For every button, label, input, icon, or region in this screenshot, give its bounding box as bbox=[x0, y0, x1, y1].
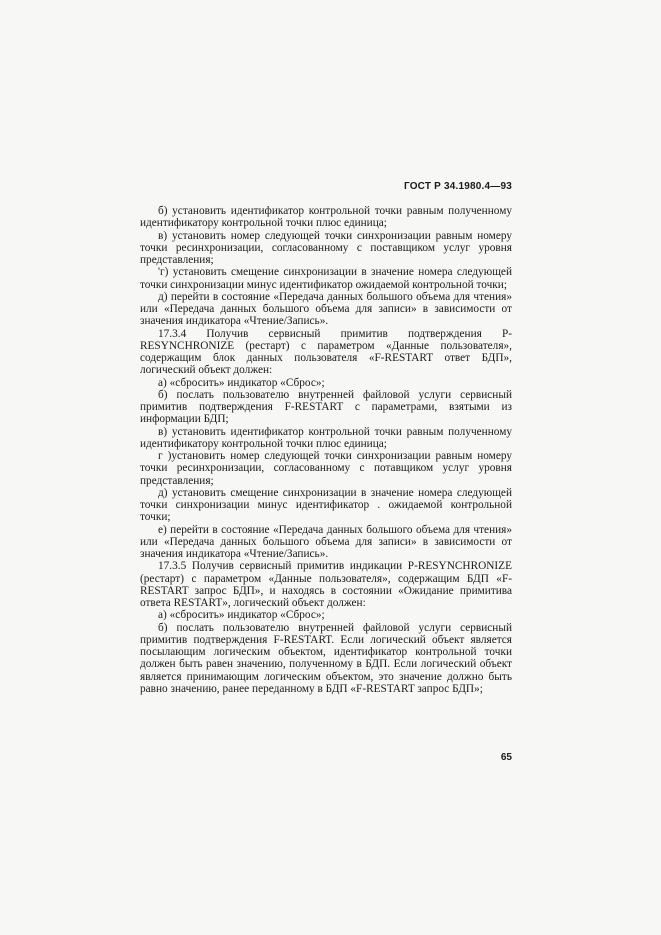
standard-header: ГОСТ Р 34.1980.4—93 bbox=[403, 181, 512, 192]
paragraph-e2: е) перейти в состояние «Передача данных большого объема для чтения» или «Передача данных большого объема для записи» в зависимости от значения индикатора «Чтение/Запись». bbox=[140, 523, 512, 560]
paragraph-v2: в) установить идентификатор контрольной точки равным полученному идентификатору контрольной точки плюс единица; bbox=[140, 425, 512, 450]
body-text bbox=[140, 205, 512, 695]
page-number: 65 bbox=[500, 752, 512, 763]
paragraph-b1: б) установить идентификатор контрольной точки равным полученному идентификатору контрольной точки плюс единица; bbox=[140, 205, 512, 230]
paragraph-v1: в) установить номер следующей точки синхронизации равным номеру точки ресинхронизации, согласованному с поставщиком услуг уровня представления; bbox=[140, 229, 512, 266]
paragraph-g1: 'г) установить смещение синхронизации в значение номера следующей точки синхронизации минус идентификатор ожидаемой контрольной точки; bbox=[140, 266, 512, 291]
paragraph-b2: б) послать пользователю внутренней файловой услуги сервисный примитив подтверждения F-RESTART с параметрами, взятыми из информации БДП; bbox=[140, 388, 512, 426]
paragraph-d2: д) установить смещение синхронизации в значение номера следующей точки синхронизации минус идентификатор . ожидаемой контрольной точки; bbox=[140, 486, 512, 524]
paragraph-a3: а) «сбросить» индикатор «Сброс»; bbox=[158, 609, 325, 622]
paragraph-d1: д) перейти в состояние «Передача данных большого объема для чтения» или «Передача данных большого объема для записи» в зависимости от значения индикатора «Чтение/Запись». bbox=[140, 290, 512, 328]
paragraph-b3: б) послать пользователю внутренней файловой услуги сервисный примитив подтверждения F-RESTART. Если логический объект является посылающим логическим объектом, идентификатор контрольной точки должен быть равен значению, полученному в БДП. Если логический объект является принимающим логическим объектом, это значение должно быть равно значению, ранее переданному в БДП «F-RESTART запрос БДП»; bbox=[140, 621, 512, 695]
paragraph-17-3-4: 17.3.4 Получив сервисный примитив подтверждения P-RESYNCHRONIZE (рестарт) с параметром «Данные пользователя», содержащим блок данных пользователя «F-RESTART ответ БДП», логический объект должен: bbox=[140, 327, 512, 377]
paragraph-17-3-5: 17.3.5 Получив сервисный примитив индикации P-RESYNCHRONIZE (рестарт) с параметром «Данные пользователя», содержащим БДП «F-RESTART запрос БДП», и находясь в состоянии «Ожидание примитива ответа RESTART», логический объект должен: bbox=[140, 560, 512, 609]
paragraph-a2: а) «сбросить» индикатор «Сброс»; bbox=[158, 376, 325, 389]
paragraph-g2: г )установить номер следующей точки синхронизации равным номеру точки ресинхронизации, согласованному с потавщиком услуг уровня представления; bbox=[140, 450, 512, 487]
